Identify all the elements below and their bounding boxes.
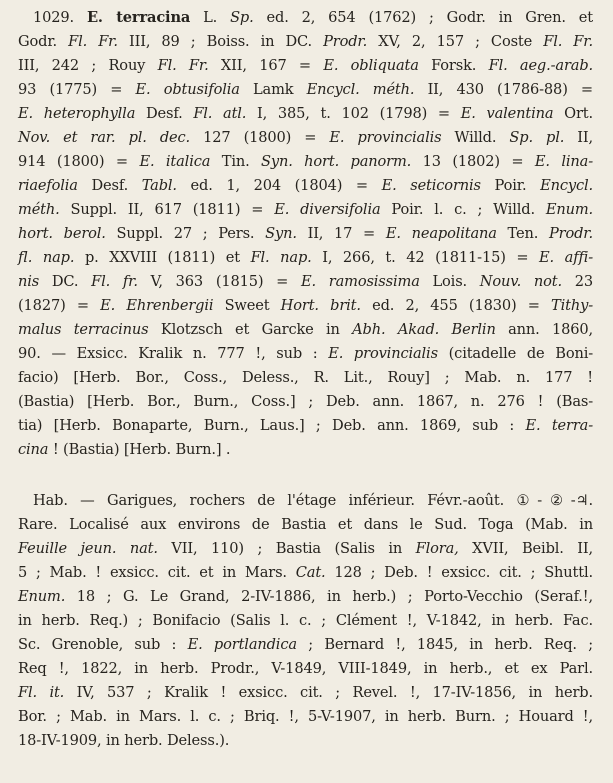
text-run: 18-IV-1909, in herb. Deless.). — [18, 732, 230, 749]
text-run: 93 (1775) = — [18, 81, 136, 98]
text-run: tia) [Herb. Bonaparte, Burn., Laus.] ; Deb. ann. 1869, sub : — [18, 417, 526, 434]
text-line — [33, 6, 593, 30]
text-line — [18, 633, 593, 657]
italic-run: E. diversifolia — [274, 201, 381, 218]
text-run: 90. — Exsicc. Kralik n. 777 !, sub : — [18, 345, 329, 362]
italic-run: riaefolia — [18, 177, 78, 194]
text-run: Suppl. II, 617 (1811) = — [59, 201, 275, 218]
text-run: II, — [564, 129, 593, 146]
italic-run: Enum. — [18, 588, 66, 605]
text-run: Godr. — [18, 33, 69, 50]
text-run: (citadelle de Boni- — [437, 345, 594, 362]
text-run: ed. 1, 204 (1804) = — [176, 177, 382, 194]
text-line — [18, 537, 593, 561]
text-line — [18, 126, 593, 150]
italic-run: Encycl. méth. — [306, 81, 415, 98]
italic-run: E. neapolitana — [385, 225, 497, 242]
text-run: 127 (1800) = — [190, 129, 330, 146]
text-run: Forsk. — [418, 57, 489, 74]
text-run: ; Bernard !, 1845, in herb. Req. ; — [296, 636, 593, 653]
text-run: IV, 537 ; Kralik ! exsicc. cit. ; Revel. !, 17-IV-1856, in herb. — [64, 684, 593, 701]
italic-run: E. lina- — [534, 153, 593, 170]
italic-run: Prodr. — [548, 225, 594, 242]
italic-run: Encycl. — [540, 177, 593, 194]
text-run: Willd. — [441, 129, 510, 146]
italic-run: E. affi- — [539, 249, 593, 266]
text-line — [18, 681, 593, 705]
text-run: Ort. — [553, 105, 593, 122]
text-run: V, 363 (1815) = — [137, 273, 302, 290]
text-run: ed. 2, 654 (1762) ; Godr. in Gren. et — [253, 9, 593, 26]
italic-run: Fl. Fr. — [543, 33, 593, 50]
text-run: (1827) = — [18, 297, 101, 314]
text-line — [18, 705, 593, 729]
text-line — [18, 102, 593, 126]
italic-run: Fl. fr. — [91, 273, 138, 290]
text-line — [18, 390, 593, 414]
italic-run: E. terra- — [525, 417, 594, 434]
italic-run: Fl. Fr. — [157, 57, 209, 74]
text-line — [18, 561, 593, 585]
text-line — [18, 657, 593, 681]
italic-run: nis — [18, 273, 40, 290]
text-run: ann. 1860, — [495, 321, 593, 338]
text-run: p. XXVIII (1811) et — [74, 249, 251, 266]
italic-run: E. obtusifolia — [135, 81, 240, 98]
text-line — [33, 489, 593, 513]
italic-run: Tabl. — [141, 177, 177, 194]
text-run: (Bastia) [Herb. Bor., Burn., Coss.] ; Deb. ann. 1867, n. 276 ! (Bas- — [18, 393, 593, 410]
italic-run: Fl. aeg.-arab. — [488, 57, 594, 74]
text-line — [18, 198, 593, 222]
text-run: Hab. — Garigues, rochers de l'étage inférieur. Févr.-août. ①-②-♃. — [33, 492, 593, 509]
italic-run: Fl. nap. — [250, 249, 312, 266]
italic-run: cina — [18, 441, 49, 458]
italic-run: hort. berol. — [18, 225, 106, 242]
text-run: DC. — [39, 273, 92, 290]
text-run: Bor. ; Mab. in Mars. l. c. ; Briq. !, 5-V-1907, in herb. Burn. ; Houard !, — [18, 708, 593, 725]
text-run: 18 ; G. Le Grand, 2-IV-1886, in herb.) ; Porto-Vecchio (Seraf.!, — [65, 588, 593, 605]
italic-run: Fl. it. — [18, 684, 65, 701]
text-run: Sc. Grenoble, sub : — [18, 636, 188, 653]
text-run: L. — [190, 9, 231, 26]
text-run: I, 266, t. 42 (1811-15) = — [311, 249, 540, 266]
text-line — [18, 222, 593, 246]
italic-run: E. Ehrenbergii — [100, 297, 214, 314]
text-run: VII, 110) ; Bastia (Salis in — [157, 540, 416, 557]
text-run: Klotzsch et Garcke in — [148, 321, 353, 338]
italic-run: Syn. — [265, 225, 297, 242]
text-line — [18, 294, 593, 318]
text-run: Desf. — [135, 105, 194, 122]
text-line — [18, 150, 593, 174]
text-run: Sweet — [213, 297, 281, 314]
italic-run: E. portlandica — [187, 636, 297, 653]
text-run: XII, 167 = — [208, 57, 324, 74]
italic-run: Fl. atl. — [193, 105, 247, 122]
text-run: 128 ; Deb. ! exsicc. cit. ; Shuttl. — [325, 564, 593, 581]
text-line — [18, 246, 593, 270]
italic-run: Sp. pl. — [509, 129, 565, 146]
italic-run: Cat. — [295, 564, 326, 581]
text-line — [18, 54, 593, 78]
text-line — [18, 729, 593, 753]
italic-run: Feuille jeun. nat. — [18, 540, 158, 557]
text-line — [18, 609, 593, 633]
text-run: 1029. — [33, 9, 87, 26]
text-line — [18, 414, 593, 438]
text-run: III, 89 ; Boiss. in DC. — [117, 33, 324, 50]
text-run: in herb. Req.) ; Bonifacio (Salis l. c. ; Clément !, V-1842, in herb. Fac. — [18, 612, 593, 629]
italic-run: Prodr. — [323, 33, 368, 50]
text-line — [18, 270, 593, 294]
text-run: Lamk — [239, 81, 307, 98]
text-run: XV, 2, 157 ; Coste — [367, 33, 544, 50]
text-run: I, 385, t. 102 (1798) = — [246, 105, 461, 122]
text-run: Poir. l. c. ; Willd. — [380, 201, 546, 218]
text-run: ! (Bastia) [Herb. Burn.] . — [48, 441, 231, 458]
italic-run: E. obliquata — [323, 57, 419, 74]
italic-run: E. valentina — [460, 105, 554, 122]
text-run: XVII, Beibl. II, — [458, 540, 593, 557]
italic-run: méth. — [18, 201, 60, 218]
text-run: facio) [Herb. Bor., Coss., Deless., R. Lit., Rouy] ; Mab. n. 177 ! — [18, 369, 593, 386]
italic-run: E. provincialis — [328, 345, 438, 362]
italic-run: Syn. hort. panorm. — [261, 153, 412, 170]
text-run: III, 242 ; Rouy — [18, 57, 158, 74]
italic-run: E. italica — [139, 153, 211, 170]
text-run: 914 (1800) = — [18, 153, 140, 170]
text-run: ed. 2, 455 (1830) = — [360, 297, 552, 314]
text-run: 13 (1802) = — [411, 153, 535, 170]
text-run: Desf. — [77, 177, 142, 194]
italic-run: E. ramosissima — [301, 273, 420, 290]
italic-run: Flora, — [415, 540, 459, 557]
italic-run: E. heterophylla — [18, 105, 136, 122]
text-run: 5 ; Mab. ! exsicc. cit. et in Mars. — [18, 564, 296, 581]
text-line — [18, 585, 593, 609]
text-line — [18, 78, 593, 102]
text-run: II, 17 = — [296, 225, 386, 242]
text-run: Suppl. 27 ; Pers. — [105, 225, 266, 242]
italic-run: fl. nap. — [18, 249, 75, 266]
italic-run: Nov. et rar. pl. dec. — [18, 129, 191, 146]
italic-run: Tithy- — [551, 297, 593, 314]
text-run: Poir. — [480, 177, 541, 194]
text-line — [18, 438, 593, 462]
bold-run: E. terracina — [86, 9, 191, 26]
italic-run: Hort. brit. — [280, 297, 361, 314]
text-run: Tin. — [210, 153, 262, 170]
text-line — [18, 366, 593, 390]
text-run: Req !, 1822, in herb. Prodr., V-1849, VIII-1849, in herb., et ex Parl. — [18, 660, 593, 677]
italic-run: Nouv. not. — [479, 273, 562, 290]
text-line — [18, 318, 593, 342]
italic-run: E. seticornis — [381, 177, 481, 194]
text-run: Lois. — [419, 273, 480, 290]
text-line — [18, 513, 593, 537]
italic-run: Fl. Fr. — [68, 33, 118, 50]
text-line — [18, 342, 593, 366]
text-run: Ten. — [496, 225, 549, 242]
text-run: 23 — [561, 273, 593, 290]
text-line — [18, 174, 593, 198]
text-run: II, 430 (1786-88) = — [414, 81, 593, 98]
italic-run: malus terracinus — [18, 321, 149, 338]
italic-run: E. provincialis — [329, 129, 442, 146]
italic-run: Enum. — [545, 201, 593, 218]
italic-run: Sp. — [230, 9, 254, 26]
italic-run: Abh. Akad. Berlin — [352, 321, 496, 338]
text-run: Rare. Localisé aux environs de Bastia et dans le Sud. Toga (Mab. in — [18, 516, 593, 533]
text-line — [18, 30, 593, 54]
